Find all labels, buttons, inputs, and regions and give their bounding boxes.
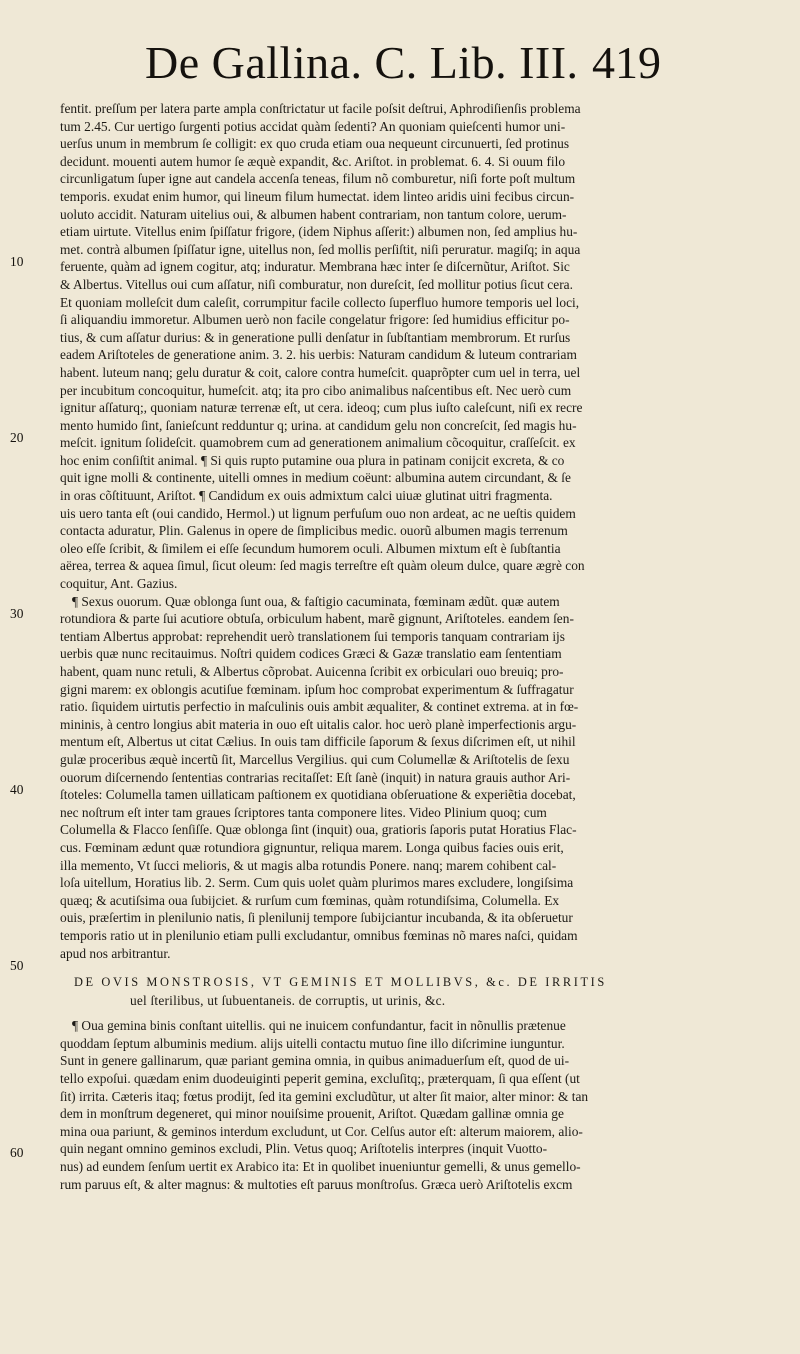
- text-line: mentum eſt, Albertus ut citat Cælius. In ouis tam difficile ſaporum & ſexus diſcrimen eſt, ut nihil: [60, 734, 576, 750]
- text-line: temporis. exudat enim humor, qui lineum filum humectat. idem linteo aridis uini fecibus circun-: [60, 188, 575, 204]
- margin-line-number: 40: [10, 782, 24, 797]
- text-line: ¶ Sexus ouorum. Quæ oblonga ſunt oua, & faſtigio cacuminata, fœminam ædũt. quæ autem: [72, 593, 560, 609]
- text-line: ſtoteles: Columella tamen uillaticam paſtionem ex quotidiana obſeruatione & experiẽtia docebat,: [60, 787, 576, 803]
- text-line: ratio. ſiquidem uirtutis perfectio in maſculinis ouis ambit æqualiter, & continet extrema. at in fœ-: [60, 699, 579, 715]
- text-line: mento humido ſint, ſanieſcunt redduntur q; urina. at candidum gelu non concreſcit, ſed magis hu-: [60, 417, 577, 433]
- text-line: tentiam Albertus approbat: reprehendit uerò translationem ſui temporis tanquam contrariam ijs: [60, 628, 565, 644]
- running-title: De Gallina. C. Lib. III.: [145, 37, 579, 88]
- text-line: nec noſtrum eſt inter tam graues ſcriptores tanta componere lites. Video Plinium quoq; cum: [60, 804, 547, 820]
- text-line: gigni marem: ex oblongis acutiſue fœminam. ipſum hoc comprobat experimentum & ſuffragatur: [60, 681, 574, 697]
- text-line: quin negant omnino geminos excludi, Plin. Vetus quoq; Ariſtotelis interpres (inquit Vuotto-: [60, 1141, 548, 1157]
- section-heading: DE OVIS MONSTROSIS, VT GEMINIS ET MOLLIBVS, &c. DE IRRITIS: [74, 975, 607, 990]
- text-line: per incubitum concoquitur, humeſcit. atq; ita pro cibo animalibus naſcentibus eſt. Nec uerò cum: [60, 382, 572, 398]
- text-line: dem in monſtrum degeneret, qui minor nouiſsime prouenit, Ariſtot. Quædam gallinæ omnia ge: [60, 1106, 564, 1122]
- text-line: habent. luteum nanq; gelu duratur & coit, calore contra humeſcit. quaprõpter cum uel in terra, uel: [60, 364, 581, 380]
- text-line: quæq; & acutiſsima oua ſubijciet. & rurſum cum fœminas, quàm rotundiſsima, Columella. Ex: [60, 892, 560, 908]
- text-line: coquitur, Ant. Gazius.: [60, 576, 178, 592]
- body-text: [60, 100, 758, 1193]
- text-line: quoddam ſeptum albuminis medium. alijs uitelli contactu mutuo ſine illo diſcrimine iunguntur.: [60, 1035, 565, 1051]
- text-line: uerbis quæ nunc recitauimus. Noſtri quidem codices Græci & Gazæ translatio eam ſententiam: [60, 646, 562, 662]
- text-line: aërea, terrea & aquea ſimul, ſicut oleum: ſed magis terreſtre eſt quàm oleum dulce, quare ægrè con: [60, 558, 585, 574]
- text-line: met. contrà albumen ſpiſſatur igne, uitellus non, ſed mollis perſiſtit, niſi peruratur. magiſq; in aqua: [60, 241, 581, 257]
- text-line: uoluto accidit. Naturam uitelius oui, & albumen habent contrariam, non tantum colore, uerum-: [60, 206, 567, 222]
- text-line: tello expoſui. quædam enim duodeuiginti peperit gemina, excluſitq;, præterquam, ſi qua eſſent (ut: [60, 1071, 580, 1087]
- text-line: apud nos arbitrantur.: [60, 945, 171, 961]
- text-line: illa memento, Vt ſucci melioris, & ut magis alba rotundis Ponere. nanq; marem cohibent cal-: [60, 857, 557, 873]
- text-line: eadem Ariſtoteles de generatione anim. 3. 2. his uerbis: Naturam candidum & luteum contrariam: [60, 347, 577, 363]
- spacer: [60, 1009, 758, 1017]
- margin-line-number: 30: [10, 606, 24, 621]
- text-line: rum paruus eſt, & alter magnus: & multoties eſt paruus monſtroſus. Græca uerò Ariſtotelis excm: [60, 1176, 573, 1192]
- text-line: uis uero tanta eſt (oui candido, Hermol.) ut lignum perfuſum ouo non ardeat, ac ne ueſtis quidem: [60, 505, 576, 521]
- text-line: ſi aliquandiu immoretur. Albumen uerò non facile congelatur frigore: ſed humidius efficitur po-: [60, 312, 570, 328]
- page-number: 419: [592, 37, 661, 88]
- text-line: oleo eſſe ſcribit, & ſimilem ei eſſe ſecundum humorem oculi. Albumen mixtum eſt è ſubſtantia: [60, 540, 561, 556]
- text-line: feruente, quàm ad ignem cogitur, atq; induratur. Membrana hæc inter ſe diſcernũtur, Ariſtot. Sic: [60, 259, 570, 275]
- text-line: ignitur aſſaturq;, quoniam naturæ terrenæ eſt, ut cera. ideoq; cum plus iuſto caleſcunt, niſi ex recre: [60, 400, 583, 416]
- text-line: & Albertus. Vitellus oui cum aſſatur, niſi comburatur, non dureſcit, ſed mollitur potius ſicut cera.: [60, 276, 573, 292]
- text-line: hoc enim conſiſtit animal. ¶ Si quis rupto putamine oua plura in patinam conijcit excreta, & co: [60, 452, 565, 468]
- text-line: in oras cõſtituunt, Ariſtot. ¶ Candidum ex ouis admixtum calci uiuæ glutinat uitri fragmenta.: [60, 488, 553, 504]
- text-line: ouis, præſertim in plenilunio natis, ſi plenilunij tempore ſubijciantur incubanda, & ita obſeruetur: [60, 910, 573, 926]
- text-line: mina oua pariunt, & geminos interdum excludunt, ut Cor. Celſus autor eſt: alterum maiorem, alio-: [60, 1123, 583, 1139]
- text-line: rotundiora & parte ſui acutiore obtuſa, orbiculum habent, marẽ gignunt, Ariſtoteles. eandem ſen-: [60, 611, 574, 627]
- text-line: ¶ Oua gemina binis conſtant uitellis. qui ne inuicem confundantur, facit in nõnullis prætenue: [72, 1018, 566, 1034]
- text-line: Sunt in genere gallinarum, quæ pariant gemina omnia, in quibus animaduerſum eſt, quod de ui-: [60, 1053, 570, 1069]
- text-line: temporis ratio ut in plenilunio etiam pulli excludantur, omnibus fœminas nõ mares naſci, quidam: [60, 927, 578, 943]
- page-header: [0, 36, 800, 106]
- text-line: gulæ proceribus æquè incertũ ſit, Marcellus Vergilius. qui cum Columellæ & Ariſtotelis de ſexu: [60, 751, 570, 767]
- text-line: cus. Fœminam ædunt quæ rotundiora gignuntur, reliqua marem. Longa quibus facies ouis erit,: [60, 839, 564, 855]
- text-line: tum 2.45. Cur uertigo ſurgenti potius accidat quàm ſedenti? An quoniam quieſcenti humor uni-: [60, 118, 566, 134]
- text-line: Columella & Flacco ſenſiſſe. Quæ oblonga ſint (inquit) oua, gratioris ſaporis putat Horatius Flac-: [60, 822, 577, 838]
- text-line: mininis, à centro longius abit materia in ouo eſt uitalis calor. hoc uerò planè imperfectionis argu-: [60, 716, 577, 732]
- margin-line-number: 50: [10, 958, 24, 973]
- margin-line-number: 60: [10, 1145, 24, 1160]
- margin-line-number: 10: [10, 254, 24, 269]
- text-line: habent, quam nunc retuli, & Albertus cõprobat. Auicenna ſcribit ex orbiculari ouo breuiq; pro-: [60, 664, 564, 679]
- text-line: decidunt. mouenti autem humor ſe æquè expandit, &c. Ariſtot. in problemat. 6. 4. Si ouum filo: [60, 153, 566, 169]
- text-line: nus) ad eundem ſenſum uertit ex Arabico ita: Et in quolibet inueniuntur gemelli, & unus gemello-: [60, 1159, 581, 1175]
- text-line: quit igne molli & continente, uitelli omnes in medium coëunt: albumina autem circundant, & ſe: [60, 470, 571, 486]
- text-line: meſcit. ignitum ſolideſcit. quamobrem cum ad generationem animalium cõcoquitur, craſſeſcit. ex: [60, 435, 576, 451]
- text-line: circunligatum ſuper igne aut candela accenſa teneas, filum nõ comburetur, niſi forte poſt multum: [60, 171, 576, 187]
- text-line: contacta aduratur, Plin. Galenus in opere de ſimplicibus medic. ouorũ albumen magis terrenum: [60, 523, 568, 539]
- spacer: [60, 962, 758, 970]
- section-heading-sub: uel ſterilibus, ut ſubuentaneis. de corruptis, ut urinis, &c.: [130, 992, 446, 1008]
- text-line: etiam uirtute. Vitellus enim ſpiſſatur frigore, (idem Niphus aſſerit:) albumen non, ſed amplius hu-: [60, 224, 578, 240]
- text-line: Et quoniam molleſcit dum caleſit, corrumpitur facile collecto ſuperfluo humore temporis uel loci,: [60, 294, 580, 310]
- text-line: loſa uitellum, Horatius lib. 2. Serm. Cum quis uolet quàm plurimos mares excludere, longiſsima: [60, 875, 574, 891]
- text-line: fentit. preſſum per latera parte ampla conſtrictatur ut facile poſsit deſtrui, Aphrodiſienſis problema: [60, 101, 581, 116]
- text-line: ſit) irrita. Cæteris itaq; fœtus prodijt, ſed ita gemini excludũtur, ut alter ſit maior, alter minor: & tan: [60, 1088, 589, 1104]
- text-line: tius, & cum aſſatur durius: & in generatione pulli denſatur in ſubſtantiam membrorum. Et rurſus: [60, 329, 571, 345]
- margin-line-number: 20: [10, 430, 24, 445]
- text-line: ouorum diſcernendo ſententias contrarias recitaſſet: Eſt ſanè (inquit) in natura grauis author Ari-: [60, 769, 571, 785]
- text-line: uerſus unum in membrum ſe colligit: ex quo cruda etiam oua nequeunt circunuerti, ſed protinus: [60, 136, 570, 152]
